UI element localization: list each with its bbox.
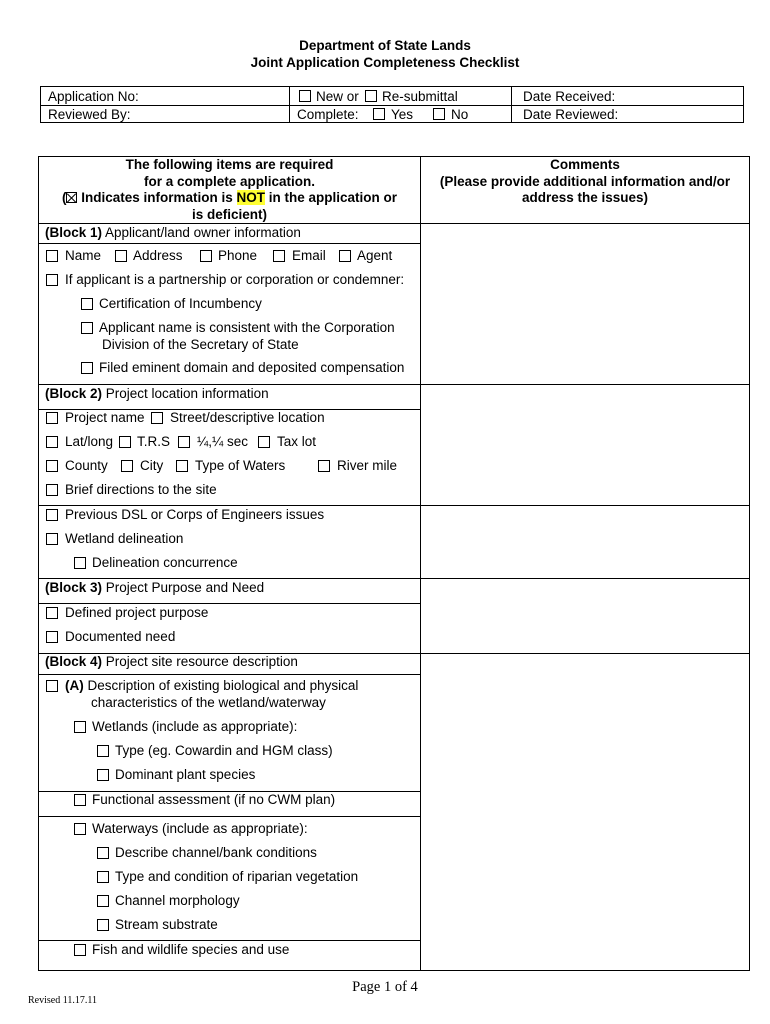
x-checkbox-icon xyxy=(66,192,77,203)
page-number: Page 1 of 4 xyxy=(352,979,418,995)
dominant-plant-label: Dominant plant species xyxy=(115,767,256,782)
stream-substrate-checkbox[interactable] xyxy=(97,919,109,931)
block4-title: (Block 4) Project site resource description xyxy=(45,654,298,669)
requirements-header: The following items are required for a complete application. ( Indicates information is NOT in the application or is deficient) xyxy=(61,157,398,222)
latlong-label: Lat/long xyxy=(65,434,114,449)
phone-label: Phone xyxy=(218,248,258,263)
application-info-table xyxy=(40,86,744,123)
agent-checkbox[interactable] xyxy=(339,250,351,262)
incumbency-checkbox[interactable] xyxy=(81,298,93,310)
directions-checkbox[interactable] xyxy=(46,484,58,496)
biological-description-label-2: characteristics of the wetland/waterway xyxy=(91,695,326,710)
city-label: City xyxy=(140,458,164,473)
consistent-name-checkbox[interactable] xyxy=(81,322,93,334)
date-reviewed-label: Date Reviewed: xyxy=(523,107,619,122)
channel-bank-checkbox[interactable] xyxy=(97,847,109,859)
resubmittal-checkbox[interactable] xyxy=(365,90,377,102)
stream-substrate-label: Stream substrate xyxy=(115,917,218,932)
eminent-domain-checkbox[interactable] xyxy=(81,362,93,374)
tax-lot-checkbox[interactable] xyxy=(258,436,270,448)
address-label: Address xyxy=(133,248,183,263)
wetland-delineation-checkbox[interactable] xyxy=(46,533,58,545)
resubmittal-label: Re-submittal xyxy=(382,89,458,104)
quarter-sec-checkbox[interactable] xyxy=(178,436,190,448)
directions-label: Brief directions to the site xyxy=(65,482,217,497)
partnership-label: If applicant is a partnership or corporation or condemner: xyxy=(65,272,405,287)
new-checkbox[interactable] xyxy=(299,90,311,102)
trs-checkbox[interactable] xyxy=(119,436,131,448)
previous-issues-label: Previous DSL or Corps of Engineers issues xyxy=(65,507,325,522)
consistent-name-label-1: Applicant name is consistent with the Corporation xyxy=(99,320,395,335)
river-mile-checkbox[interactable] xyxy=(318,460,330,472)
channel-morphology-checkbox[interactable] xyxy=(97,895,109,907)
partnership-checkbox[interactable] xyxy=(46,274,58,286)
project-name-checkbox[interactable] xyxy=(46,412,58,424)
fish-wildlife-checkbox[interactable] xyxy=(74,944,86,956)
project-name-label: Project name xyxy=(65,410,145,425)
cowardin-type-checkbox[interactable] xyxy=(97,745,109,757)
wetlands-checkbox[interactable] xyxy=(74,721,86,733)
quarter-sec-label: ¼,¼ sec xyxy=(197,434,249,449)
biological-description-checkbox[interactable] xyxy=(46,680,58,692)
complete-yes-checkbox[interactable] xyxy=(373,108,385,120)
name-label: Name xyxy=(65,248,102,263)
complete-no-checkbox[interactable] xyxy=(433,108,445,120)
riparian-label: Type and condition of riparian vegetation xyxy=(115,869,359,884)
agent-label: Agent xyxy=(357,248,393,263)
application-no-label: Application No: xyxy=(48,89,139,104)
tax-lot-label: Tax lot xyxy=(277,434,317,449)
delineation-concurrence-checkbox[interactable] xyxy=(74,557,86,569)
comments-header: Comments (Please provide additional information and/or address the issues) xyxy=(439,157,731,205)
block2-title: (Block 2) Project location information xyxy=(45,386,269,401)
waterways-label: Waterways (include as appropriate): xyxy=(92,821,308,836)
address-checkbox[interactable] xyxy=(115,250,127,262)
complete-label: Complete: xyxy=(297,107,359,122)
delineation-concurrence-label: Delineation concurrence xyxy=(92,555,238,570)
cowardin-type-label: Type (eg. Cowardin and HGM class) xyxy=(115,743,333,758)
street-label: Street/descriptive location xyxy=(170,410,325,425)
wetland-delineation-label: Wetland delineation xyxy=(65,531,184,546)
documented-need-checkbox[interactable] xyxy=(46,631,58,643)
channel-bank-label: Describe channel/bank conditions xyxy=(115,845,317,860)
block1-title: (Block 1) Applicant/land owner information xyxy=(45,225,301,240)
functional-assessment-label: Functional assessment (if no CWM plan) xyxy=(92,792,336,807)
fish-wildlife-label: Fish and wildlife species and use xyxy=(92,942,290,957)
project-purpose-checkbox[interactable] xyxy=(46,607,58,619)
latlong-checkbox[interactable] xyxy=(46,436,58,448)
consistent-name-label-2: Division of the Secretary of State xyxy=(102,337,299,352)
wetlands-label: Wetlands (include as appropriate): xyxy=(92,719,298,734)
type-of-waters-checkbox[interactable] xyxy=(176,460,188,472)
previous-issues-checkbox[interactable] xyxy=(46,509,58,521)
trs-label: T.R.S xyxy=(137,434,171,449)
county-checkbox[interactable] xyxy=(46,460,58,472)
document-subtitle: Joint Application Completeness Checklist xyxy=(250,55,520,70)
email-label: Email xyxy=(292,248,326,263)
reviewed-by-label: Reviewed By: xyxy=(48,107,131,122)
date-received-label: Date Received: xyxy=(523,89,616,104)
complete-yes-label: Yes xyxy=(391,107,414,122)
documented-need-label: Documented need xyxy=(65,629,176,644)
email-checkbox[interactable] xyxy=(273,250,285,262)
riparian-checkbox[interactable] xyxy=(97,871,109,883)
name-checkbox[interactable] xyxy=(46,250,58,262)
functional-assessment-checkbox[interactable] xyxy=(74,794,86,806)
river-mile-label: River mile xyxy=(337,458,398,473)
block3-title: (Block 3) Project Purpose and Need xyxy=(45,580,265,595)
phone-checkbox[interactable] xyxy=(200,250,212,262)
street-checkbox[interactable] xyxy=(151,412,163,424)
revised-date: Revised 11.17.11 xyxy=(28,995,97,1006)
project-purpose-label: Defined project purpose xyxy=(65,605,209,620)
dominant-plant-checkbox[interactable] xyxy=(97,769,109,781)
column-divider xyxy=(420,156,421,971)
incumbency-label: Certification of Incumbency xyxy=(99,296,262,311)
city-checkbox[interactable] xyxy=(121,460,133,472)
type-of-waters-label: Type of Waters xyxy=(195,458,286,473)
waterways-checkbox[interactable] xyxy=(74,823,86,835)
complete-no-label: No xyxy=(451,107,469,122)
county-label: County xyxy=(65,458,108,473)
new-or-label: New or xyxy=(316,89,359,104)
eminent-domain-label: Filed eminent domain and deposited compensation xyxy=(99,360,405,375)
channel-morphology-label: Channel morphology xyxy=(115,893,240,908)
biological-description-label: (A) Description of existing biological and physical xyxy=(65,678,359,693)
document-title: Department of State Lands xyxy=(299,38,471,53)
